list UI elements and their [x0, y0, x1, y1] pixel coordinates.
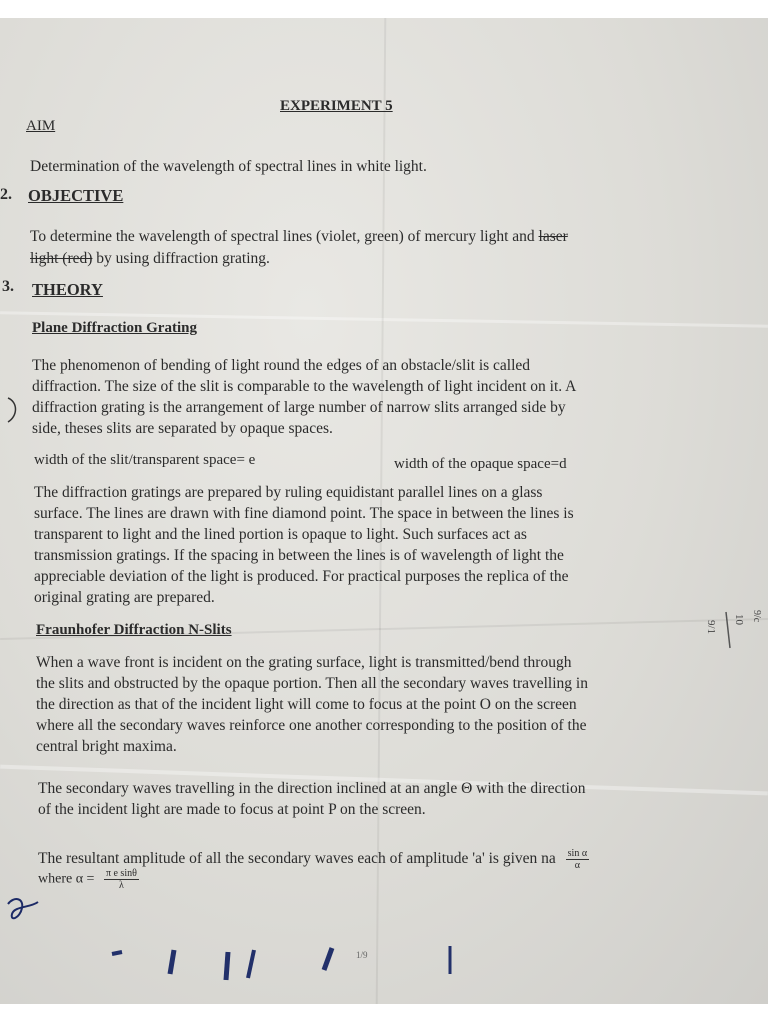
- fraunhofer-para-2-line: of the incident light are made to focus at point P on the screen.: [38, 801, 426, 818]
- plane-para-2-line: transmission gratings. If the spacing in between the lines is of wavelength of light the: [34, 547, 564, 564]
- plane-para-2-line: transparent to light and the lined portion is opaque to light. Such surfaces act as: [34, 526, 527, 543]
- amplitude-frac-denominator: α: [574, 860, 580, 871]
- plane-para-1-line: side, theses slits are separated by opaque spaces.: [32, 420, 333, 437]
- theory-heading: THEORY: [32, 280, 103, 299]
- theory-number: 3.: [2, 278, 14, 295]
- aim-text: Determination of the wavelength of spectral lines in white light.: [30, 158, 427, 175]
- objective-line-1: [30, 228, 568, 246]
- plane-para-1-line: diffraction grating is the arrangement of large number of narrow slits arranged side by: [32, 399, 566, 416]
- where-alpha-line: [38, 868, 139, 891]
- amplitude-text: The resultant amplitude of all the secondary waves each of amplitude 'a' is given na: [38, 850, 556, 868]
- fraunhofer-para-1-line: When a wave front is incident on the grating surface, light is transmitted/bend through: [36, 654, 572, 671]
- fraunhofer-para-2-line: The secondary waves travelling in the direction inclined at an angle Θ with the direction: [38, 780, 586, 797]
- page-title: EXPERIMENT 5: [280, 98, 393, 114]
- plane-para-1: [32, 355, 708, 439]
- objective-heading: OBJECTIVE: [28, 186, 124, 205]
- fraunhofer-heading: Fraunhofer Diffraction N-Slits: [36, 622, 232, 638]
- amplitude-frac-numerator: sin α: [567, 848, 588, 859]
- fraunhofer-para-1: [36, 652, 706, 757]
- objective-text-1: To determine the wavelength of spectral lines (violet, green) of mercury light and: [30, 228, 539, 245]
- margin-scribble-icon: [700, 604, 766, 654]
- plane-para-2: [34, 482, 708, 608]
- plane-grating-heading: Plane Diffraction Grating: [32, 320, 197, 336]
- fraunhofer-para-1-line: the direction as that of the incident light will come to focus at the point O on the screen: [36, 696, 577, 713]
- alpha-frac-numerator: π e sinθ: [105, 868, 137, 879]
- aim-heading: AIM: [26, 118, 56, 134]
- objective-line-2: [30, 250, 270, 268]
- page-number: 1/9: [356, 950, 368, 960]
- where-text: where α =: [38, 871, 95, 887]
- alpha-fraction: [104, 868, 139, 891]
- fraunhofer-para-1-line: where all the secondary waves reinforce one another corresponding to the position of the: [36, 717, 587, 734]
- alpha-frac-denominator: λ: [118, 880, 124, 891]
- width-opaque-label: width of the opaque space=d: [394, 456, 567, 472]
- objective-number: 2.: [0, 186, 12, 203]
- svg-text:9/1: 9/1: [705, 620, 717, 635]
- margin-mark-left-icon: [4, 392, 24, 432]
- svg-text:9/c: 9/c: [751, 610, 762, 623]
- objective-struck-laser: laser: [538, 228, 568, 245]
- plane-para-1-line: The phenomenon of bending of light round the edges of an obstacle/slit is called: [32, 357, 531, 374]
- fraunhofer-para-1-line: central bright maxima.: [36, 738, 177, 755]
- fraunhofer-para-1-line: the slits and obstructed by the opaque portion. Then all the secondary waves travelling in: [36, 675, 588, 692]
- plane-para-2-line: appreciable deviation of the light is produced. For practical purposes the replica of the: [34, 568, 569, 585]
- objective-struck-light-red: light (red): [30, 250, 93, 267]
- plane-para-2-line: The diffraction gratings are prepared by ruling equidistant parallel lines on a glass: [34, 484, 543, 501]
- signature-icon: [4, 892, 44, 932]
- width-transparent-label: width of the slit/transparent space= e: [34, 452, 256, 468]
- fraunhofer-para-2: [38, 778, 704, 820]
- plane-para-2-line: original grating are prepared.: [34, 589, 215, 606]
- plane-para-2-line: surface. The lines are drawn with fine diamond point. The space in between the lines is: [34, 505, 574, 522]
- plane-para-1-line: diffraction. The size of the slit is comparable to the wavelength of light incident on it. A: [32, 378, 577, 395]
- bottom-ink-marks-icon: [108, 940, 468, 984]
- objective-text-2: by using diffraction grating.: [92, 250, 270, 267]
- svg-text:10: 10: [733, 614, 745, 625]
- amplitude-fraction: [566, 848, 589, 871]
